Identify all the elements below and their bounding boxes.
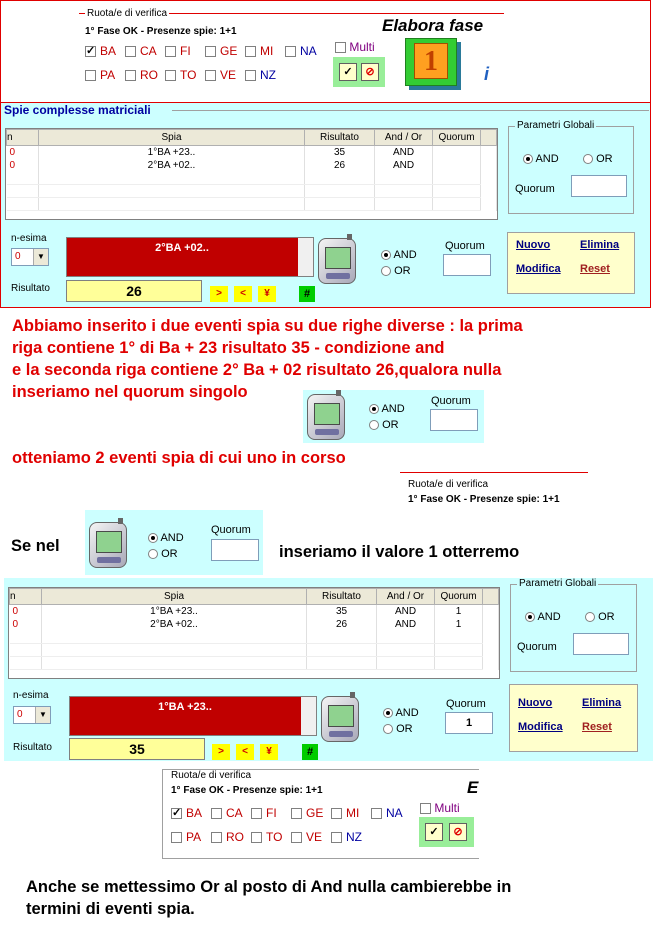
wheel-label: VE	[220, 68, 237, 82]
wheel-label: CA	[226, 806, 243, 820]
wheel-label: NZ	[260, 68, 276, 82]
wheel-label: GE	[306, 806, 324, 820]
wheel-checkbox[interactable]	[205, 70, 216, 81]
column-header[interactable]: Spia	[39, 130, 305, 146]
table-cell	[377, 631, 435, 644]
wheel-checkbox[interactable]	[85, 46, 96, 57]
table-cell: 35	[305, 146, 375, 159]
elimina-link[interactable]: Elimina	[580, 239, 620, 251]
elimina-link-2[interactable]: Elimina	[582, 697, 622, 709]
row-or-label: OR	[394, 265, 411, 277]
nesima-label-2: n-esima	[13, 690, 49, 701]
column-header[interactable]: n	[10, 589, 42, 605]
table-cell	[39, 185, 305, 198]
row2-and-label: AND	[395, 707, 419, 719]
next-button[interactable]: >	[212, 744, 230, 760]
column-filler	[483, 589, 499, 605]
chevron-down-icon[interactable]: ▼	[35, 707, 50, 723]
wheel-checkbox[interactable]	[125, 70, 136, 81]
wheel-label: NA	[300, 44, 317, 58]
global-and-label: AND	[535, 153, 559, 165]
mini2-quorum-label: Quorum	[211, 524, 251, 536]
mini2-quorum-input	[211, 539, 259, 561]
table-cell: 0	[10, 618, 42, 631]
table-cell: 1°BA +23..	[42, 605, 307, 618]
spie-grid-2[interactable]	[8, 587, 500, 679]
table-cell	[42, 657, 307, 670]
quorum-widget-1	[303, 390, 484, 443]
global2-and-radio[interactable]	[525, 612, 535, 622]
spia-editor-text: 2°BA +02..	[155, 242, 209, 254]
table-cell: 2°BA +02..	[39, 159, 305, 172]
bottom-cancel-button[interactable]: ⊘	[449, 823, 467, 841]
elabora-number: 1	[414, 43, 448, 79]
chevron-down-icon[interactable]: ▼	[33, 249, 48, 265]
row2-or-radio[interactable]	[383, 724, 393, 734]
param-globali-legend: Parametri Globali	[519, 578, 597, 589]
wheel-label: FI	[180, 44, 191, 58]
wheel-label: RO	[140, 68, 158, 82]
column-filler	[481, 130, 497, 146]
wheel-checkbox[interactable]	[171, 832, 182, 843]
row2-and-radio[interactable]	[383, 708, 393, 718]
table-cell	[435, 644, 483, 657]
wheel-label: PA	[186, 830, 202, 844]
table-cell: 26	[305, 159, 375, 172]
wheel-pa[interactable]	[85, 68, 115, 82]
spia-editor[interactable]	[66, 237, 314, 277]
wheel-checkbox[interactable]	[171, 808, 182, 819]
column-header[interactable]: Risultato	[305, 130, 375, 146]
wheel-checkbox[interactable]	[165, 46, 176, 57]
modifica-link[interactable]: Modifica	[516, 263, 561, 275]
risultato-value: 26	[126, 283, 142, 299]
table-cell: 0	[7, 159, 39, 172]
table-cell	[10, 631, 42, 644]
wheel-to[interactable]	[165, 68, 196, 82]
table-cell	[305, 198, 375, 211]
wheel-label: BA	[186, 806, 203, 820]
risultato-value-2: 35	[129, 741, 145, 757]
wheel-label: TO	[180, 68, 197, 82]
mini-and-option	[369, 403, 405, 415]
wheel-label: CA	[140, 44, 157, 58]
mini-quorum-input	[430, 409, 478, 431]
elabora-fase-label[interactable]: Elabora fase	[382, 16, 484, 35]
table-cell	[307, 631, 377, 644]
se-nel-text: Se nel	[11, 537, 60, 555]
spia-editor-2[interactable]	[69, 696, 317, 736]
fase-status: 1° Fase OK - Presenze spie: 1+1	[85, 26, 237, 37]
spie-grid-1[interactable]	[5, 128, 498, 220]
mini2-or-radio	[148, 549, 158, 559]
hash-button[interactable]: #	[299, 286, 315, 302]
phone-icon	[89, 522, 127, 568]
wheel-ro[interactable]	[211, 830, 244, 844]
wheel-ge[interactable]	[205, 44, 237, 58]
multi-label: Multi	[349, 40, 375, 54]
wheel-checkbox[interactable]	[251, 832, 262, 843]
paragraph-line-5: otteniamo 2 eventi spia di cui uno in corso	[12, 449, 346, 467]
global-or-radio[interactable]	[583, 154, 593, 164]
table-cell	[305, 185, 375, 198]
table-row[interactable]	[10, 644, 499, 657]
wheel-checkbox[interactable]	[331, 808, 342, 819]
table-cell	[7, 172, 39, 185]
wheel-checkbox[interactable]	[165, 70, 176, 81]
wheel-checkbox[interactable]	[245, 70, 256, 81]
table-cell	[305, 172, 375, 185]
global-or-option[interactable]	[583, 153, 613, 165]
table-cell	[435, 631, 483, 644]
global2-or-option[interactable]	[585, 611, 615, 623]
quorum-widget-2	[85, 510, 263, 575]
bottom-multi-label: Multi	[434, 801, 460, 815]
snippet-legend: Ruota/e di verifica	[408, 479, 489, 490]
table-cell	[39, 172, 305, 185]
param-globali-1	[508, 120, 634, 214]
table-cell	[39, 198, 305, 211]
table-row[interactable]	[7, 159, 497, 172]
row-or-radio[interactable]	[381, 266, 391, 276]
paragraph-line-3: e la seconda riga contiene 2° Ba + 02 risultato 26,qualora nulla	[12, 361, 502, 379]
phone-icon[interactable]	[321, 696, 359, 742]
next-button[interactable]: >	[210, 286, 228, 302]
param-globali-2	[510, 578, 637, 672]
row-quorum-input[interactable]	[443, 254, 491, 276]
mini2-and-option	[148, 532, 184, 544]
table-cell	[483, 631, 499, 644]
table-cell	[433, 146, 481, 159]
nuovo-link-2[interactable]: Nuovo	[518, 697, 553, 709]
table-row[interactable]	[10, 605, 499, 618]
bottom-legend: Ruota/e di verifica	[171, 770, 252, 781]
spie-title-line	[172, 110, 649, 111]
table-cell: 35	[307, 605, 377, 618]
mini2-or-option	[148, 548, 178, 560]
global-or-label: OR	[596, 153, 613, 165]
wheel-checkbox[interactable]	[285, 46, 296, 57]
wheel-na[interactable]	[371, 806, 403, 820]
row-quorum-label: Quorum	[445, 240, 485, 252]
elabora-fase-button[interactable]	[405, 38, 457, 86]
yen-button[interactable]: ¥	[258, 286, 276, 302]
bottom-e-letter: E	[467, 778, 479, 797]
wheel-label: VE	[306, 830, 323, 844]
global2-or-radio[interactable]	[585, 612, 595, 622]
wheel-label: PA	[100, 68, 116, 82]
table-cell	[307, 644, 377, 657]
table-cell	[377, 644, 435, 657]
table-cell	[10, 657, 42, 670]
wheel-checkbox[interactable]	[371, 808, 382, 819]
row2-quorum-value: 1	[465, 717, 473, 729]
phone-icon	[307, 394, 345, 440]
wheel-fi[interactable]	[251, 806, 277, 820]
bottom-multi-option[interactable]	[420, 801, 460, 815]
paragraph-line-1: Abbiamo inserito i due eventi spia su due righe diverse : la prima	[12, 317, 523, 335]
final-line-1: Anche se mettessimo Or al posto di And nulla cambierebbe in	[26, 878, 512, 896]
wheel-label: FI	[266, 806, 277, 820]
wheel-label: BA	[100, 44, 117, 58]
bottom-multi-checkbox[interactable]	[420, 803, 431, 814]
table-row[interactable]	[7, 198, 497, 211]
paragraph-line-4: inseriamo nel quorum singolo	[12, 383, 248, 401]
wheel-ba[interactable]	[171, 806, 202, 820]
wheel-ve[interactable]	[291, 830, 322, 844]
risultato-input-2[interactable]	[69, 738, 205, 760]
table-cell	[7, 185, 39, 198]
multi-checkbox[interactable]	[335, 42, 346, 53]
table-cell	[42, 644, 307, 657]
column-header[interactable]: Quorum	[435, 589, 483, 605]
mini2-and-label: AND	[160, 532, 184, 544]
table-cell	[481, 159, 497, 172]
mini-or-label: OR	[382, 419, 399, 431]
row-and-radio[interactable]	[381, 250, 391, 260]
mini2-and-radio	[148, 533, 158, 543]
table-row[interactable]	[7, 146, 497, 159]
wheel-label: MI	[346, 806, 360, 820]
wheel-mi[interactable]	[331, 806, 359, 820]
yen-button[interactable]: ¥	[260, 744, 278, 760]
table-row[interactable]	[10, 618, 499, 631]
table-cell	[483, 657, 499, 670]
global2-quorum-label: Quorum	[517, 641, 557, 653]
help-icon[interactable]: i	[484, 64, 490, 84]
risultato-label-2: Risultato	[13, 742, 52, 753]
table-cell: AND	[375, 146, 433, 159]
column-header[interactable]: n	[7, 130, 39, 146]
phone-icon[interactable]	[318, 238, 356, 284]
table-cell	[483, 618, 499, 631]
table-cell: 0	[7, 146, 39, 159]
table-cell	[483, 605, 499, 618]
table-cell: 2°BA +02..	[42, 618, 307, 631]
wheel-nz[interactable]	[331, 830, 362, 844]
table-cell	[481, 146, 497, 159]
wheel-checkbox[interactable]	[331, 832, 342, 843]
fase-snippet	[400, 472, 588, 510]
global-and-option[interactable]	[523, 153, 559, 165]
wheel-checkbox[interactable]	[211, 808, 222, 819]
cancel-button[interactable]: ⊘	[361, 63, 379, 81]
param-globali-legend: Parametri Globali	[517, 120, 595, 131]
table-row[interactable]	[10, 657, 499, 670]
wheel-label: NZ	[346, 830, 362, 844]
global2-and-label: AND	[537, 611, 561, 623]
table-cell: AND	[377, 605, 435, 618]
table-cell	[435, 657, 483, 670]
row2-or-option[interactable]	[383, 723, 413, 735]
mini-quorum-label: Quorum	[431, 395, 471, 407]
multi-option[interactable]	[335, 40, 375, 54]
wheel-pa[interactable]	[171, 830, 201, 844]
table-cell	[433, 185, 481, 198]
column-header[interactable]: And / Or	[375, 130, 433, 146]
table-cell: 26	[307, 618, 377, 631]
risultato-input[interactable]	[66, 280, 202, 302]
modifica-link-2[interactable]: Modifica	[518, 721, 563, 733]
table-cell	[375, 185, 433, 198]
table-row[interactable]	[7, 185, 497, 198]
global-and-radio[interactable]	[523, 154, 533, 164]
wheel-mi[interactable]	[245, 44, 273, 58]
wheel-checkbox[interactable]	[251, 808, 262, 819]
wheel-checkbox[interactable]	[85, 70, 96, 81]
table-cell	[481, 198, 497, 211]
wheel-ca[interactable]	[125, 44, 157, 58]
table-cell: AND	[375, 159, 433, 172]
table-cell: 1	[435, 605, 483, 618]
table-cell	[433, 159, 481, 172]
hash-button-2[interactable]: #	[302, 744, 318, 760]
wheel-label: RO	[226, 830, 244, 844]
wheel-label: GE	[220, 44, 238, 58]
table-cell	[307, 657, 377, 670]
table-cell	[42, 631, 307, 644]
table-cell	[433, 172, 481, 185]
nesima-value-2: 0	[17, 709, 23, 720]
column-header[interactable]: Risultato	[307, 589, 377, 605]
wheel-checkbox[interactable]	[205, 46, 216, 57]
mini-and-label: AND	[381, 403, 405, 415]
prev-button[interactable]: <	[236, 744, 254, 760]
wheel-checkbox[interactable]	[291, 808, 302, 819]
row2-quorum-input[interactable]	[445, 712, 493, 734]
wheel-label: MI	[260, 44, 274, 58]
wheel-ro[interactable]	[125, 68, 158, 82]
mini-or-radio	[369, 420, 379, 430]
wheel-nz[interactable]	[245, 68, 276, 82]
paragraph-line-2: riga contiene 1° di Ba + 23 risultato 35 - condizione and	[12, 339, 445, 357]
table-cell	[377, 657, 435, 670]
mini2-or-label: OR	[161, 548, 178, 560]
row-or-option[interactable]	[381, 265, 411, 277]
final-line-2: termini di eventi spia.	[26, 900, 195, 918]
wheel-checkbox[interactable]	[291, 832, 302, 843]
wheel-label: NA	[386, 806, 403, 820]
wheel-label: TO	[266, 830, 283, 844]
row2-quorum-label: Quorum	[446, 698, 486, 710]
wheel-to[interactable]	[251, 830, 282, 844]
global2-quorum-input[interactable]	[573, 633, 629, 655]
bottom-confirm-button[interactable]: ✓	[425, 823, 443, 841]
column-header[interactable]: And / Or	[377, 589, 435, 605]
global-quorum-input[interactable]	[571, 175, 627, 197]
bottom-confirm-group	[419, 817, 474, 847]
editor-scrollbar[interactable]	[298, 238, 313, 276]
editor-scrollbar-2[interactable]	[301, 697, 316, 735]
row2-and-option[interactable]	[383, 707, 419, 719]
mini-or-option	[369, 419, 399, 431]
table-cell	[433, 198, 481, 211]
wheel-ve[interactable]	[205, 68, 236, 82]
table-cell	[481, 172, 497, 185]
table-cell	[483, 644, 499, 657]
nesima-select[interactable]	[11, 248, 49, 266]
prev-button[interactable]: <	[234, 286, 252, 302]
reset-link[interactable]: Reset	[580, 263, 610, 275]
action-panel-1	[507, 232, 635, 294]
nuovo-link[interactable]: Nuovo	[516, 239, 551, 251]
column-header[interactable]: Quorum	[433, 130, 481, 146]
reset-link-2[interactable]: Reset	[582, 721, 612, 733]
table-cell	[375, 172, 433, 185]
risultato-label: Risultato	[11, 283, 50, 294]
global2-or-label: OR	[598, 611, 615, 623]
row2-or-label: OR	[396, 723, 413, 735]
wheel-checkbox[interactable]	[245, 46, 256, 57]
snippet-fase: 1° Fase OK - Presenze spie: 1+1	[408, 494, 560, 505]
global2-and-option[interactable]	[525, 611, 561, 623]
spie-title: Spie complesse matriciali	[4, 103, 151, 117]
nesima-select-2[interactable]	[13, 706, 51, 724]
confirm-cancel-group	[333, 57, 385, 87]
spia-editor-text-2: 1°BA +23..	[158, 701, 212, 713]
table-row[interactable]	[7, 172, 497, 185]
bottom-fase: 1° Fase OK - Presenze spie: 1+1	[171, 785, 323, 796]
global-quorum-label: Quorum	[515, 183, 555, 195]
mini-and-radio	[369, 404, 379, 414]
table-cell: AND	[377, 618, 435, 631]
table-cell	[481, 185, 497, 198]
wheel-checkbox[interactable]	[211, 832, 222, 843]
table-cell: 1°BA +23..	[39, 146, 305, 159]
row-and-option[interactable]	[381, 249, 417, 261]
wheel-fi[interactable]	[165, 44, 191, 58]
table-cell	[10, 644, 42, 657]
action-panel-2	[509, 684, 638, 752]
wheel-ca[interactable]	[211, 806, 243, 820]
wheel-checkbox[interactable]	[125, 46, 136, 57]
table-cell	[7, 198, 39, 211]
nesima-label: n-esima	[11, 233, 47, 244]
wheel-ba[interactable]	[85, 44, 116, 58]
wheel-ge[interactable]	[291, 806, 323, 820]
table-cell	[375, 198, 433, 211]
nesima-value: 0	[15, 251, 21, 262]
confirm-button[interactable]: ✓	[339, 63, 357, 81]
column-header[interactable]: Spia	[42, 589, 307, 605]
ruote-legend: Ruota/e di verifica	[87, 8, 168, 19]
row-and-label: AND	[393, 249, 417, 261]
table-cell: 1	[435, 618, 483, 631]
table-cell: 0	[10, 605, 42, 618]
inseriamo-text: inseriamo il valore 1 otterremo	[279, 543, 520, 561]
table-row[interactable]	[10, 631, 499, 644]
wheel-na[interactable]	[285, 44, 317, 58]
